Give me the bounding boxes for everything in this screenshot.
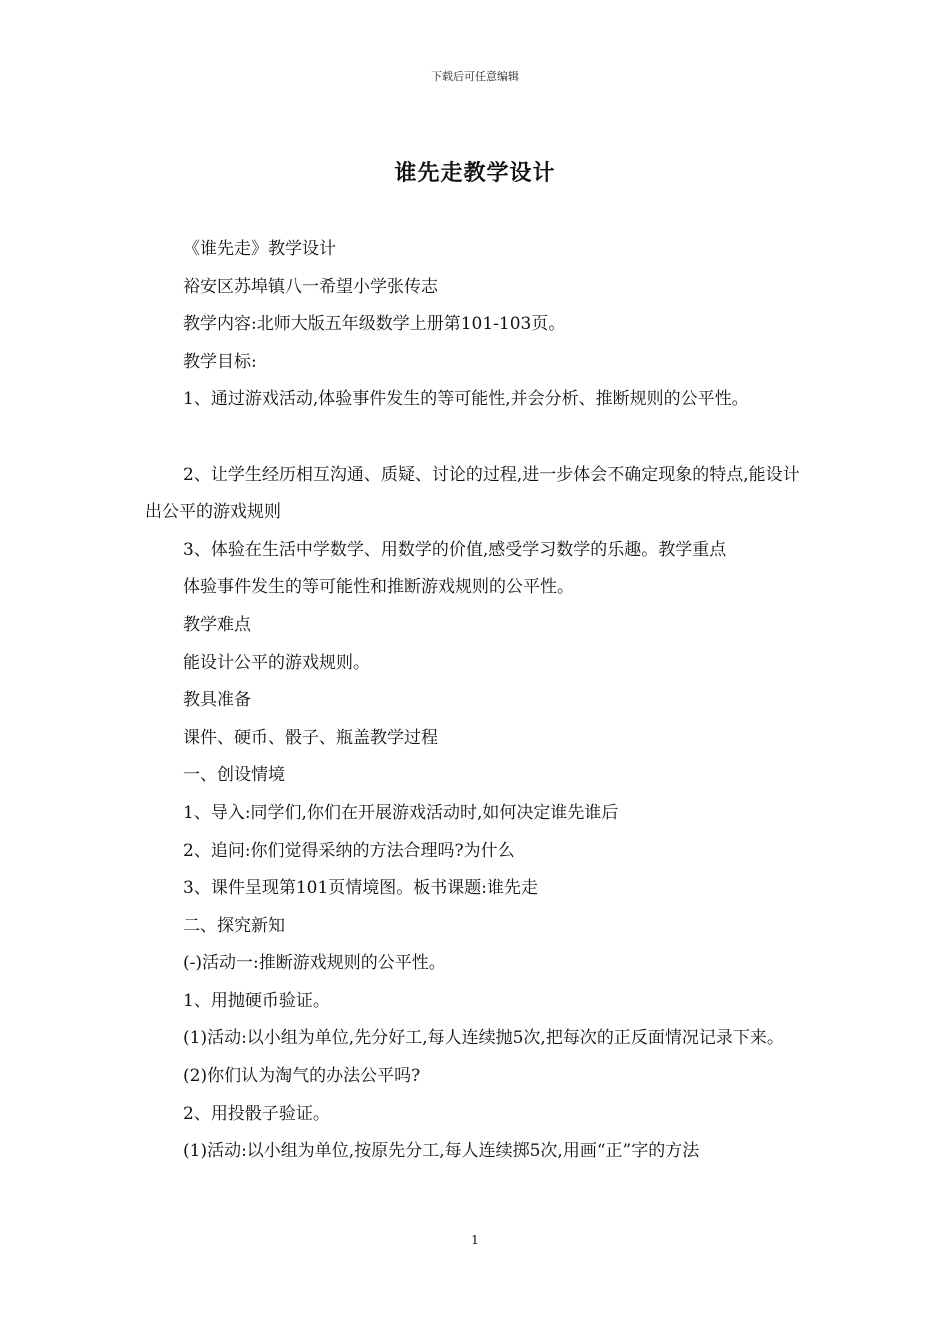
paragraph: (-)活动一:推断游戏规则的公平性。 xyxy=(183,953,446,974)
paragraph: 2、用投骰子验证。 xyxy=(183,1103,330,1124)
paragraph: 体验事件发生的等可能性和推断游戏规则的公平性。 xyxy=(183,577,574,598)
paragraph: 1、导入:同学们,你们在开展游戏活动时,如何决定谁先谁后 xyxy=(183,802,619,823)
page-number: 1 xyxy=(471,1233,479,1247)
paragraph: 3、体验在生活中学数学、用数学的价值,感受学习数学的乐趣。教学重点 xyxy=(183,539,727,560)
paragraph: (2)你们认为淘气的办法公平吗? xyxy=(183,1066,421,1087)
paragraph: 教学难点 xyxy=(183,614,251,635)
section-heading: 二、探究新知 xyxy=(183,915,285,936)
document-title: 谁先走教学设计 xyxy=(394,161,556,186)
paragraph: 1、通过游戏活动,体验事件发生的等可能性,并会分析、推断规则的公平性。 xyxy=(183,389,749,410)
paragraph: (1)活动:以小组为单位,先分好工,每人连续抛5次,把每次的正反面情况记录下来。 xyxy=(183,1028,784,1049)
paragraph: 1、用抛硬币验证。 xyxy=(183,990,330,1011)
section-heading: 一、创设情境 xyxy=(183,765,285,786)
paragraph: 能设计公平的游戏规则。 xyxy=(183,652,370,673)
paragraph: 教学目标: xyxy=(183,351,257,372)
document-body xyxy=(145,231,815,1171)
paragraph: 裕安区苏埠镇八一希望小学张传志 xyxy=(183,276,438,297)
paragraph: 教具准备 xyxy=(183,690,251,711)
paragraph: 2、追问:你们觉得采纳的方法合理吗?为什么 xyxy=(183,840,515,861)
paragraph: 2、让学生经历相互沟通、质疑、讨论的过程,进一步体会不确定现象的特点,能设计出公平的游戏规则 xyxy=(145,464,800,523)
paragraph: 《谁先走》教学设计 xyxy=(183,239,336,259)
paragraph: 课件、硬币、骰子、瓶盖教学过程 xyxy=(183,727,438,748)
paragraph: 教学内容:北师大版五年级数学上册第101-103页。 xyxy=(183,314,566,335)
paragraph: (1)活动:以小组为单位,按原先分工,每人连续掷5次,用画“正”字的方法 xyxy=(183,1141,700,1162)
paragraph: 3、课件呈现第101页情境图。板书课题:谁先走 xyxy=(183,878,538,899)
header-note: 下载后可任意编辑 xyxy=(431,70,519,83)
